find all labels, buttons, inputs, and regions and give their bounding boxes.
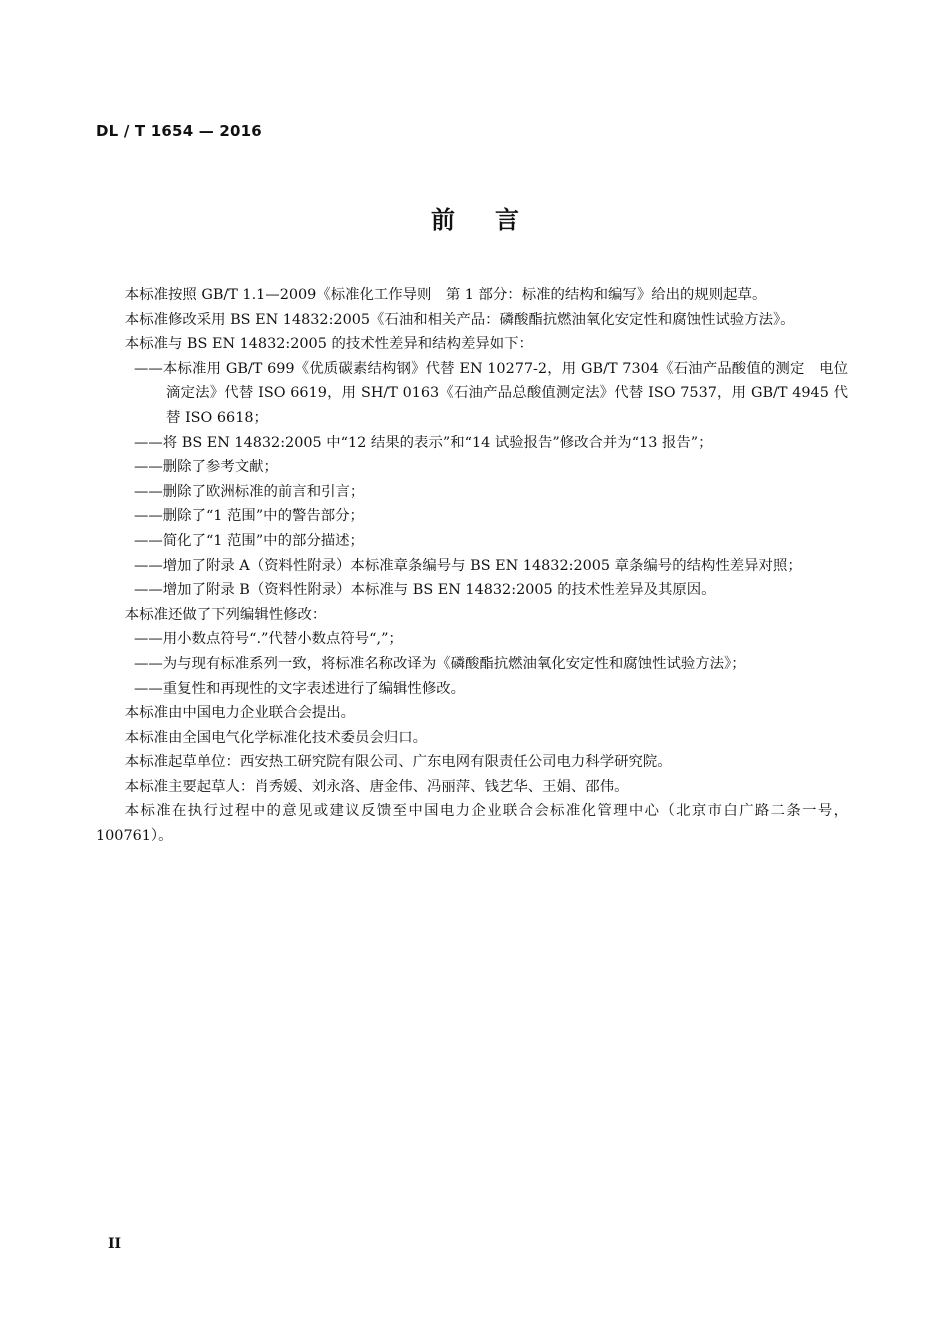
list-item: ——本标准用 GB/T 699《优质碳素结构钢》代替 EN 10277-2，用 GB/T 7304《石油产品酸值的测定 电位滴定法》代替 ISO 6619，用 SH/T 0163《石油产品总酸值测定法》代替 ISO 7537，用 GB/T 4945 代替 ISO 6618； xyxy=(134,360,848,426)
paragraph-drafting-units: 本标准起草单位：西安热工研究院有限公司、广东电网有限责任公司电力科学研究院。 xyxy=(124,754,672,771)
paragraph-proposer: 本标准由中国电力企业联合会提出。 xyxy=(124,705,356,722)
paragraph-feedback: 本标准在执行过程中的意见或建议反馈至中国电力企业联合会标准化管理中心（北京市白广路二条一号，100761）。 xyxy=(96,803,848,845)
paragraph-drafting-rules: 本标准按照 GB/T 1.1—2009《标准化工作导则 第 1 部分：标准的结构和编写》给出的规则起草。 xyxy=(124,287,767,303)
paragraph-drafters: 本标准主要起草人：肖秀媛、刘永洛、唐金伟、冯丽萍、钱艺华、王娟、邵伟。 xyxy=(124,778,629,795)
paragraph-committee: 本标准由全国电气化学标准化技术委员会归口。 xyxy=(124,729,428,746)
list-item: ——用小数点符号“.”代替小数点符号“,”； xyxy=(134,631,403,648)
list-item: ——增加了附录 A（资料性附录）本标准章条编号与 BS EN 14832:2005 章条编号的结构性差异对照； xyxy=(134,557,802,574)
paragraph-differences-intro: 本标准与 BS EN 14832:2005 的技术性差异和结构差异如下： xyxy=(124,336,533,353)
list-item: ——重复性和再现性的文字表述进行了编辑性修改。 xyxy=(134,680,465,697)
list-item: ——删除了参考文献； xyxy=(134,459,278,476)
list-item: ——删除了欧洲标准的前言和引言； xyxy=(134,483,365,500)
page-number: II xyxy=(108,1236,122,1252)
page-title: 前言 xyxy=(431,205,559,234)
list-item: ——删除了“1 范围”中的警告部分； xyxy=(134,508,364,525)
list-item: ——简化了“1 范围”中的部分描述； xyxy=(134,532,364,549)
list-item: ——增加了附录 B（资料性附录）本标准与 BS EN 14832:2005 的技术性差异及其原因。 xyxy=(134,582,716,599)
paragraph-adoption: 本标准修改采用 BS EN 14832:2005《石油和相关产品：磷酸酯抗燃油氧化安定性和腐蚀性试验方法》。 xyxy=(124,311,795,328)
standard-code: DL / T 1654 — 2016 xyxy=(96,122,262,140)
foreword-body xyxy=(96,283,848,849)
list-item: ——将 BS EN 14832:2005 中“12 结果的表示”和“14 试验报告”修改合并为“13 报告”； xyxy=(134,434,713,451)
paragraph-editorial-intro: 本标准还做了下列编辑性修改： xyxy=(124,606,327,623)
list-item: ——为与现有标准系列一致，将标准名称改译为《磷酸酯抗燃油氧化安定性和腐蚀性试验方法》； xyxy=(134,655,746,672)
